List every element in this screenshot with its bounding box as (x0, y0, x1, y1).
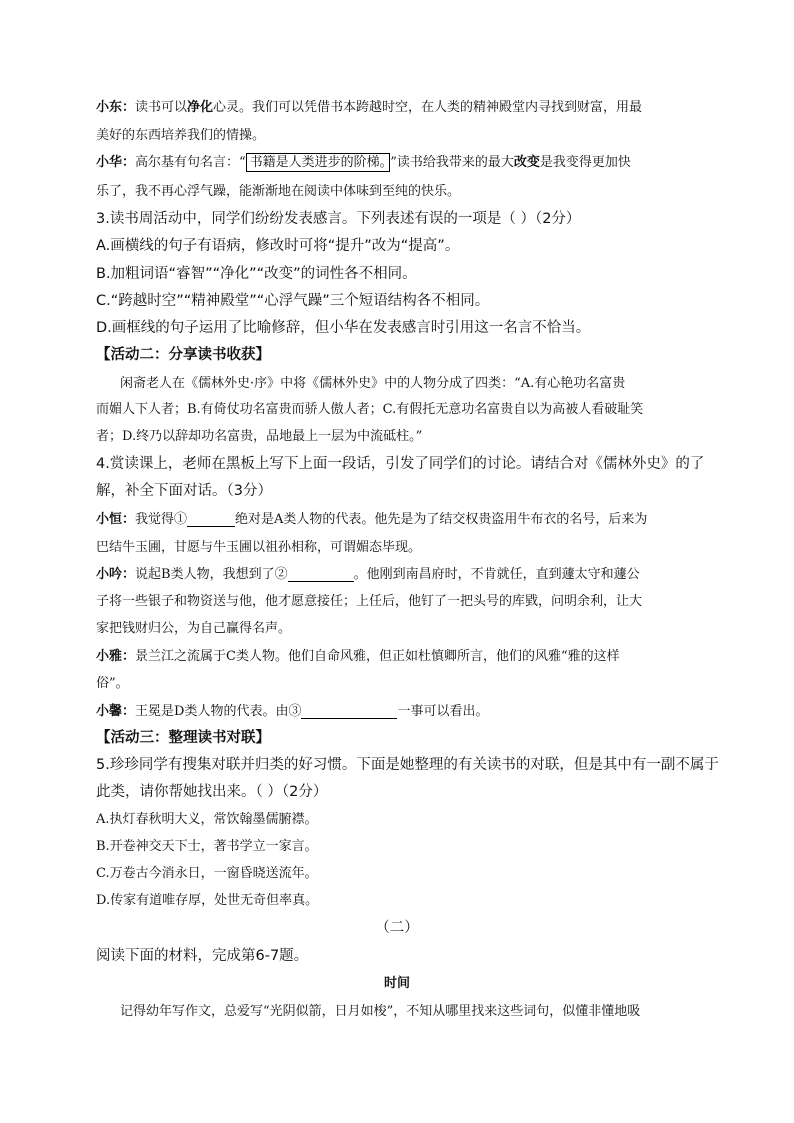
section-number: （二） (375, 920, 419, 936)
q5-option-c: C.万卷古今消永日，一窗昏晓送流年。 (96, 866, 318, 881)
xiaohua-line-2: 乐了，我不再心浮气躁，能渐渐地在阅读中体味到至纯的快乐。 (96, 184, 461, 199)
xiaoheng-line-1: 小恒：我觉得① 绝对是A类人物的代表。他先是为了结交权贵盗用牛布衣的名号，后来为 (96, 512, 648, 527)
q3-option-c: C.“跨越时空”“精神殿堂”“心浮气躁”三个短语结构各不相同。 (96, 293, 490, 309)
bold-word-jinghua: 净化 (187, 100, 214, 115)
activity2-para-line-1: 闲斋老人在《儒林外史·序》中将《儒林外史》中的人物分成了四类：“A.有心艳功名富贵 (120, 376, 626, 391)
q5-stem-line-2: 此类，请你帮她找出来。（ ）（2分） (96, 784, 328, 800)
xiaoya-line-1: 小雅：景兰江之流属于C类人物。他们自命风雅，但正如杜慎卿所言，他们的风雅“雅的这样 (96, 649, 620, 664)
speaker-xiaoheng: 小恒： (96, 512, 136, 527)
boxed-quote: 书籍是人类进步的阶梯。 (246, 153, 391, 172)
q3-option-b: B.加粗词语“睿智”“净化”“改变”的词性各不相同。 (96, 266, 417, 282)
activity3-title: 【活动三：整理读书对联】 (96, 730, 270, 746)
xiaodong-line-1: 小东：读书可以净化心灵。我们可以凭借书本跨越时空，在人类的精神殿堂内寻找到财富，用最 (96, 100, 643, 115)
q4-stem-line-2: 解，补全下面对话。（3分） (96, 483, 272, 499)
q5-option-a: A.执灯春秋明大义，常饮翰墨儒腑襟。 (96, 812, 318, 827)
speaker-xiaoya: 小雅： (96, 649, 136, 664)
blank-3-field[interactable] (301, 704, 397, 719)
bold-word-gaibian: 改变 (513, 155, 540, 170)
speaker-xiaoxin: 小馨： (96, 704, 136, 719)
activity2-para-line-3: 者；D.终乃以辞却功名富贵，品地最上一层为中流砥柱。” (96, 429, 423, 444)
blank-1-field[interactable] (187, 512, 235, 527)
speaker-xiaoyin: 小吟： (96, 567, 136, 582)
xiaohua-line-1: 小华：高尔基有句名言：“ 书籍是人类进步的阶梯。 ”读书给我带来的最大改变是我变得更加快 (96, 155, 631, 170)
q3-stem: 3.读书周活动中，同学们纷纷发表感言。下列表述有误的一项是（ ）（2分） (96, 211, 581, 227)
q3-option-d: D.画框线的句子运用了比喻修辞，但小华在发表感言时引用这一名言不恰当。 (96, 320, 591, 336)
blank-2-field[interactable] (288, 567, 354, 582)
q5-stem-line-1: 5.珍珍同学有搜集对联并归类的好习惯。下面是她整理的有关读书的对联，但是其中有一副不属于 (96, 757, 719, 773)
speaker-xiaohua: 小华： (96, 155, 136, 170)
xiaoya-line-2: 俗”。 (96, 676, 129, 691)
activity2-para-line-2: 而媚人下人者；B.有倚仗功名富贵而骄人傲人者；C.有假托无意功名富贵自以为高被人看破耻笑 (96, 402, 644, 417)
passage-title: 时间 (383, 976, 410, 991)
xiaodong-line-2: 美好的东西培养我们的情操。 (96, 128, 266, 143)
xiaoheng-line-2: 巴结牛玉圃，甘愿与牛玉圃以祖孙相称，可谓媚态毕现。 (96, 540, 422, 555)
q5-option-d: D.传家有道唯存厚，处世无奇但率真。 (96, 893, 319, 908)
speaker-xiaodong: 小东： (96, 100, 136, 115)
section-instruction: 阅读下面的材料，完成第6-7题。 (96, 948, 309, 964)
xiaoyin-line-2: 子将一些银子和物资送与他，他才愿意接任；上任后，他钉了一把头号的库戥，问明余利，让大 (96, 594, 643, 609)
q5-option-b: B.开卷神交天下士，著书学立一家言。 (96, 839, 318, 854)
passage-para-line-1: 记得幼年写作文，总爱写“光阴似箭，日月如梭”，不知从哪里找来这些词句，似懂非懂地吸 (120, 1004, 641, 1019)
q3-option-a: A.画横线的句子有语病，修改时可将“提升”改为“提高”。 (96, 238, 460, 254)
xiaoyin-line-3: 家把钱财归公，为自己赢得名声。 (96, 621, 292, 636)
xiaoxin-line-1: 小馨：王冕是D类人物的代表。由③ 一事可以看出。 (96, 704, 489, 719)
q4-stem-line-1: 4.赏读课上，老师在黑板上写下上面一段话，引发了同学们的讨论。请结合对《儒林外史》的了 (96, 456, 705, 472)
activity2-title: 【活动二：分享读书收获】 (96, 347, 270, 363)
xiaoyin-line-1: 小吟：说起B类人物，我想到了② 。他刚到南昌府时，不肯就任，直到蘧太守和蘧公 (96, 567, 640, 582)
